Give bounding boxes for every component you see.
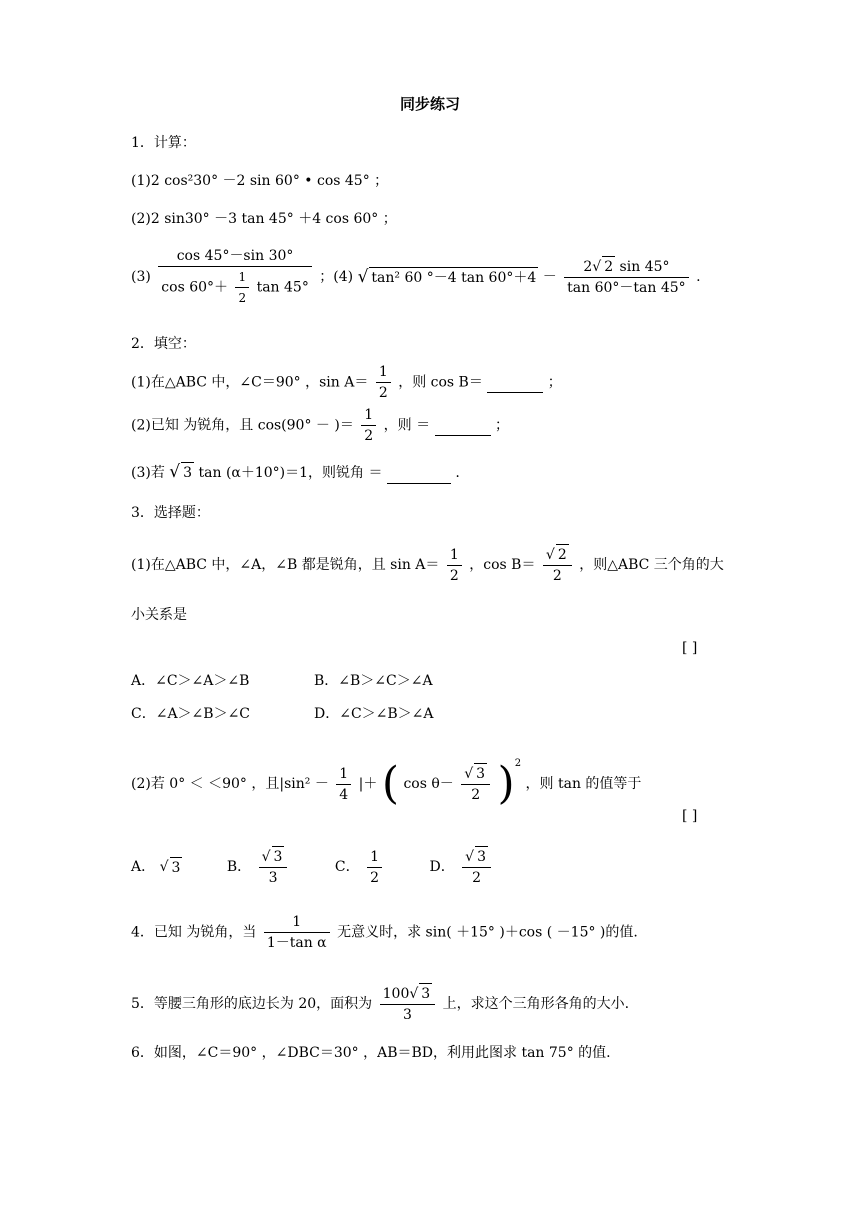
q3-p1-num2 [543,544,572,565]
question-4 [131,912,638,953]
q4-a: 4．已知 为锐角，当 [131,924,257,941]
q2-p2-a: (2)已知 为锐角，且 cos(90° － )＝ [131,417,354,434]
q2-p1-num: 1 [378,364,388,380]
q2-p2-fraction [361,405,376,446]
q2-p2-b: ，则 ＝ [383,417,431,434]
answer-c-fraction [367,847,382,888]
sqrt-sign-icon: √ [261,849,271,865]
q3-answers [131,846,494,888]
q1-p3-den-a: cos 60°＋ [161,279,229,296]
sqrt-sign-icon: √ [465,849,475,865]
q3-p1-a: (1)在△ABC 中，∠A，∠B 都是锐角，且 sin A＝ [131,557,440,573]
q4-b: 无意义时，求 sin( ＋15° )＋cos ( －15° )的值. [337,924,638,941]
sqrt-sign-icon: √ [464,766,474,782]
q3-p2-num1: 1 [339,765,349,782]
q1-p3-den-b: tan 45° [256,279,309,296]
q2-p1-a: (1)在△ABC 中，∠C＝90° ，sin A＝ [131,374,369,391]
q3-p1-fraction2 [543,544,572,586]
q3-p1-b: ，cos B＝ [469,557,536,573]
answer-c-den: 2 [367,867,382,888]
answer-b-den: 3 [259,867,288,888]
answer-c-label: C． [334,859,360,875]
q2-p3-b: tan (α＋10°)＝1，则锐角 ＝ [198,465,383,481]
q3-p2-num2 [461,763,490,784]
q1-p4-minus: － [542,269,557,285]
q1-p3-prefix: (3) [131,269,151,285]
q3-p2-a: (2)若 0° ＜ ＜90° ，且|sin² [131,776,311,792]
q1-p3-numerator: cos 45°－sin 30° [176,248,294,264]
q3-p2-den2: 2 [461,784,490,805]
question-6: 6．如图，∠C＝90° ，∠DBC＝30° ，AB＝BD，利用此图求 tan 75° 的值. [131,1045,611,1061]
answer-blank [387,463,451,484]
q3-part1 [131,544,724,586]
q4-fraction [264,912,330,953]
q3-p1-num2-sqrt: 2 [556,544,569,565]
page-title: 同步练习 [399,95,460,113]
answer-d-num-sqrt: 3 [475,846,488,867]
q2-p3-sqrt: 3 [181,462,194,483]
q2-p2-end: ； [495,417,510,434]
q3-p1-fraction1 [447,545,462,586]
q2-part2 [131,405,509,446]
q5-num-a: 100 [382,986,410,1002]
sqrt-sign-icon: √ [545,547,555,563]
sqrt-sign-icon: √ [592,259,602,275]
q2-p1-b: ，则 cos B＝ [398,374,483,391]
q3-p2-fraction1 [336,764,351,805]
q5-fraction [380,983,436,1025]
q4-den: 1－tan α [264,932,330,953]
q5-num [380,983,436,1004]
left-paren-icon: ( [381,758,399,809]
answer-d-fraction [462,846,491,888]
answer-bracket: [ ] [682,640,698,656]
answer-blank [487,372,543,393]
answer-bracket: [ ] [682,808,698,824]
q3-p1-c: ，则△ABC 三个角的大 [579,557,724,573]
answer-b-label: B． [226,859,252,875]
q3-p2-c: ，则 tan 的值等于 [525,776,642,792]
q3-p1-den: 2 [447,565,462,586]
q1-p4-fraction [564,256,689,298]
q1-p3-fraction [158,246,312,308]
q3-p2-fraction2 [461,763,490,805]
answer-b-num [259,846,288,867]
q3-p2-cos: cos θ－ [403,776,454,792]
q3-p2-square: 2 [514,758,522,769]
answer-a-value: 3 [170,857,183,878]
q3-heading: 3．选择题： [131,505,210,521]
answer-d-den: 2 [462,867,491,888]
q1-p3-half-den: 2 [235,287,249,308]
q1-part1: (1)2 cos²30° －2 sin 60° • cos 45° ； [131,173,389,189]
q2-p3-a: (3)若 [131,465,165,481]
q2-p3-end: . [455,465,460,481]
sqrt-sign-icon: √ [357,267,369,287]
q2-p1-end: ； [547,374,562,391]
q3-p2-b: |＋ [358,776,378,792]
question-5 [131,983,629,1025]
option-c: C．∠A＞∠B＞∠C [131,706,251,722]
q1-p3-half-num: 1 [238,270,247,284]
q4-num: 1 [292,914,302,930]
sqrt-sign-icon: √ [159,859,169,875]
q1-p4-prefix: ；(4) [319,269,354,285]
q1-p4-denominator: tan 60°－tan 45° [564,277,689,298]
answer-c-num: 1 [370,848,380,865]
q1-part2: (2)2 sin30° －3 tan 45° ＋4 cos 60° ； [131,211,397,227]
q1-p4-num-a: 2 [583,259,593,275]
q2-p2-num: 1 [364,407,374,423]
answer-d-num [462,846,491,867]
q3-p2-den1: 4 [336,784,351,805]
q1-p4-radicand: tan² 60 °－4 tan 60°＋4 [369,267,538,288]
answer-b-fraction [259,846,288,888]
q2-part1 [131,362,562,403]
q1-p4-num-sqrt: 2 [602,256,615,277]
q3-part1-continued: 小关系是 [131,607,187,623]
q3-p2-minus: － [314,776,329,792]
q2-part3 [131,462,460,484]
q1-p3-denominator [158,266,312,308]
q5-num-sqrt: 3 [419,983,432,1004]
sqrt-sign-icon: √ [409,986,419,1002]
answer-a-label: A． [131,859,156,875]
q3-p2-num2-sqrt: 3 [474,763,487,784]
answer-d-label: D． [429,859,455,875]
answer-b-num-sqrt: 3 [272,846,285,867]
option-a: A．∠C＞∠A＞∠B [131,673,250,689]
option-b: B．∠B＞∠C＞∠A [314,673,433,689]
q1-p4-end: . [696,269,701,285]
q3-p1-num: 1 [449,546,459,563]
q1-p4-num-b: sin 45° [615,259,670,275]
q1-p3-half [235,267,249,308]
q5-b: 上，求这个三角形各角的大小. [442,996,630,1012]
q2-p1-fraction [376,362,391,403]
q3-part2 [131,742,642,809]
q3-p1-den2: 2 [543,565,572,586]
sqrt-sign-icon: √ [169,462,181,482]
right-paren-icon: ) [497,758,515,809]
q1-heading: 1．计算： [131,135,196,151]
q5-a: 5．等腰三角形的底边长为 20，面积为 [131,996,373,1012]
q1-p4-numerator [564,256,689,277]
q2-heading: 2．填空： [131,336,196,352]
q2-p1-den: 2 [376,382,391,403]
q1-part3-4 [131,246,701,308]
option-d: D．∠C＞∠B＞∠A [314,706,434,722]
q5-den: 3 [380,1004,436,1025]
q2-p2-den: 2 [361,425,376,446]
answer-blank [435,415,491,436]
